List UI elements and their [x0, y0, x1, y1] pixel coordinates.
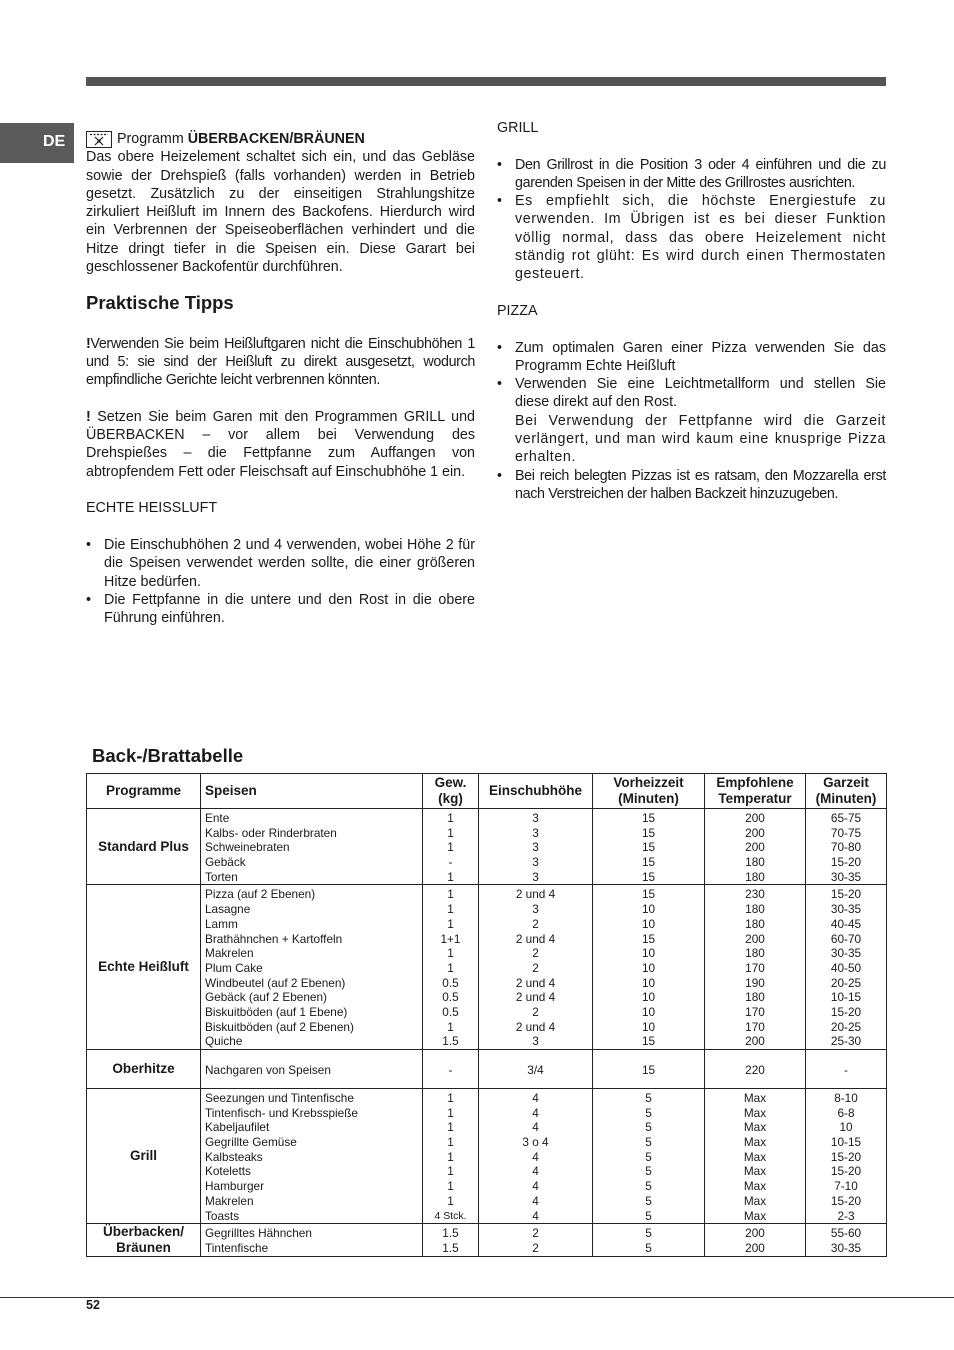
vorheiz-value: 5: [645, 1193, 652, 1208]
garzeit-value: 30-35: [830, 869, 862, 884]
temp-value: 170: [745, 960, 765, 975]
speisen-value: Koteletts: [205, 1164, 251, 1179]
speisen-value: Kalbs- oder Rinderbraten: [205, 825, 337, 840]
garzeit-value: 30-35: [830, 1240, 862, 1255]
warning-mark: !: [86, 335, 91, 352]
program-cell: Überbacken/ Bräunen: [87, 1224, 201, 1257]
list-item: • Es empfiehlt sich, die höchste Energiestufe zu verwenden. Im Übrigen ist es bei dieser Funktion völlig normal, dass das obere Heizelement nicht ständig rot glüht: Es wird durch einen Thermostaten gesteuert.: [497, 192, 886, 283]
gew-value: 1: [447, 840, 454, 855]
vorheiz-value: 10: [641, 975, 656, 990]
temp-value: 200: [745, 825, 765, 840]
table-row: [87, 885, 887, 1050]
vorheiz-value: 10: [641, 1019, 656, 1034]
speisen-value: Lamm: [205, 916, 238, 931]
vorheiz-value: 10: [641, 916, 656, 931]
echte-list: [86, 536, 475, 627]
einschub-value: 4: [532, 1105, 539, 1120]
table-header-row: [87, 774, 887, 809]
einschub-value: 2: [532, 960, 539, 975]
garzeit-value: 70-75: [830, 825, 862, 840]
vorheiz-value: 15: [641, 931, 656, 946]
garzeit-cell: [806, 885, 887, 1050]
gew-value: 1: [447, 1091, 454, 1105]
program-cell: Oberhitze: [87, 1050, 201, 1089]
temp-value: 200: [745, 1034, 765, 1049]
vorheiz-value: 5: [645, 1208, 652, 1223]
col-header-temp: Empfohlene Temperatur: [705, 774, 806, 809]
gew-value: 1+1: [440, 931, 461, 946]
speisen-value: Makrelen: [205, 946, 254, 961]
gew-value: 1: [447, 960, 454, 975]
warning-mark: !: [86, 408, 91, 425]
einschub-value: 2 und 4: [515, 975, 556, 990]
grill-fan-icon: [86, 131, 112, 148]
temp-value: Max: [743, 1105, 767, 1120]
temp-value: Max: [743, 1164, 767, 1179]
col-header-vorheiz: Vorheizzeit (Minuten): [593, 774, 705, 809]
tip-1: [86, 335, 475, 390]
speisen-value: Makrelen: [205, 1193, 254, 1208]
garzeit-value: 55-60: [830, 1226, 862, 1241]
speisen-value: Gebäck (auf 2 Ebenen): [205, 990, 327, 1005]
vorheiz-cell: [593, 885, 705, 1050]
vorheiz-cell: [593, 1224, 705, 1257]
list-item: • Zum optimalen Garen einer Pizza verwenden Sie das Programm Echte Heißluft: [497, 339, 886, 376]
vorheiz-cell: 15: [593, 1050, 705, 1089]
garzeit-cell: -: [806, 1050, 887, 1089]
temp-value: 190: [745, 975, 765, 990]
temp-value: 200: [745, 1226, 765, 1241]
temp-cell: [705, 809, 806, 885]
col-header-speisen: Speisen: [201, 774, 423, 809]
garzeit-value: 7-10: [834, 1179, 858, 1194]
temp-value: 200: [745, 1240, 765, 1255]
right-column: [497, 119, 886, 503]
table-row: [87, 1089, 887, 1224]
temp-value: Max: [743, 1120, 767, 1135]
gew-value: 1: [447, 1120, 454, 1135]
table-title: Back-/Brattabelle: [92, 745, 244, 766]
pizza-bullet-text: Verwenden Sie eine Leichtmetallform und stellen Sie diese direkt auf den Rost.: [515, 376, 886, 411]
col-header-garzeit: Garzeit (Minuten): [806, 774, 887, 809]
temp-value: 180: [745, 902, 765, 917]
speisen-value: Tintenfische: [205, 1240, 269, 1255]
vorheiz-value: 15: [641, 1034, 656, 1049]
speisen-value: Gegrillte Gemüse: [205, 1135, 297, 1150]
einschub-value: 3: [532, 869, 539, 884]
einschub-cell: [479, 1089, 593, 1224]
program-heading: [86, 130, 475, 148]
einschub-cell: 3/4: [479, 1050, 593, 1089]
vorheiz-value: 10: [641, 946, 656, 961]
einschub-value: 4: [532, 1149, 539, 1164]
temp-value: 180: [745, 990, 765, 1005]
gew-value: 0.5: [442, 975, 459, 990]
speisen-value: Biskuitböden (auf 2 Ebenen): [205, 1019, 354, 1034]
echte-heading: ECHTE HEISSLUFT: [86, 500, 218, 517]
table-row: [87, 1224, 887, 1257]
gew-value: 1: [447, 1164, 454, 1179]
garzeit-value: 15-20: [830, 855, 862, 870]
garzeit-value: 8-10: [834, 1091, 858, 1105]
temp-value: 170: [745, 1004, 765, 1019]
vorheiz-value: 5: [645, 1226, 652, 1241]
speisen-value: Pizza (auf 2 Ebenen): [205, 887, 316, 902]
temp-value: Max: [743, 1149, 767, 1164]
gew-value: 0.5: [442, 990, 459, 1005]
garzeit-value: 30-35: [830, 902, 862, 917]
temp-value: Max: [743, 1091, 767, 1105]
tips-heading: Praktische Tipps: [86, 292, 234, 314]
einschub-value: 3: [532, 825, 539, 840]
garzeit-value: 20-25: [830, 1019, 862, 1034]
einschub-value: 3: [532, 811, 539, 825]
gew-value: 1: [447, 916, 454, 931]
speisen-value: Hamburger: [205, 1179, 265, 1194]
temp-cell: 220: [705, 1050, 806, 1089]
vorheiz-value: 10: [641, 1004, 656, 1019]
vorheiz-value: 15: [641, 869, 656, 884]
vorheiz-value: 5: [645, 1135, 652, 1150]
einschub-cell: [479, 809, 593, 885]
program-cell: Echte Heißluft: [87, 885, 201, 1050]
temp-value: 180: [745, 855, 765, 870]
garzeit-value: 70-80: [830, 840, 862, 855]
vorheiz-value: 15: [641, 811, 656, 825]
grill-heading: GRILL: [497, 120, 539, 136]
col-header-programme: Programme: [87, 774, 201, 809]
temp-value: 180: [745, 916, 765, 931]
gew-cell: [423, 809, 479, 885]
temp-cell: [705, 1089, 806, 1224]
gew-value: 1.5: [442, 1240, 459, 1255]
vorheiz-cell: [593, 809, 705, 885]
gew-value: 1: [447, 1149, 454, 1164]
col-header-einschub: Einschubhöhe: [479, 774, 593, 809]
speisen-value: Gebäck: [205, 855, 246, 870]
speisen-cell: [201, 1224, 423, 1257]
vorheiz-value: 15: [641, 887, 656, 902]
einschub-value: 4: [532, 1091, 539, 1105]
einschub-value: 2: [532, 1226, 539, 1241]
speisen-cell: [201, 1089, 423, 1224]
pizza-heading: PIZZA: [497, 302, 538, 319]
speisen-value: Toasts: [205, 1208, 240, 1223]
garzeit-cell: [806, 1224, 887, 1257]
garzeit-value: 15-20: [830, 1193, 862, 1208]
gew-value: 1.5: [442, 1226, 459, 1241]
vorheiz-value: 5: [645, 1120, 652, 1135]
gew-value: 1: [447, 811, 454, 825]
vorheiz-cell: [593, 1089, 705, 1224]
einschub-value: 2: [532, 1240, 539, 1255]
garzeit-value: 30-35: [830, 946, 862, 961]
tip-2-text: Setzen Sie beim Garen mit den Programmen GRILL und ÜBERBACKEN – vor allem bei Verwendung des Drehspießes – die Fettpfanne zum Auffangen von abtropfendem Fett oder Fleischsaft auf Einschubhöhe 1 ein.: [86, 408, 479, 480]
temp-cell: [705, 1224, 806, 1257]
temp-cell: [705, 885, 806, 1050]
einschub-value: 3: [532, 902, 539, 917]
vorheiz-value: 15: [641, 825, 656, 840]
temp-value: 200: [745, 811, 765, 825]
gew-value: 1: [447, 902, 454, 917]
vorheiz-value: 5: [645, 1149, 652, 1164]
gew-cell: [423, 885, 479, 1050]
language-tab: DE: [0, 123, 74, 163]
temp-value: 170: [745, 1019, 765, 1034]
einschub-value: 4: [532, 1164, 539, 1179]
list-item: • Die Einschubhöhen 2 und 4 verwenden, wobei Höhe 2 für die Speisen verwendet werden sollte, die einer größeren Hitze bedürfen.: [86, 536, 475, 591]
gew-value: 1.5: [442, 1034, 459, 1049]
einschub-value: 3: [532, 855, 539, 870]
vorheiz-value: 10: [641, 902, 656, 917]
garzeit-value: 15-20: [830, 1149, 862, 1164]
vorheiz-value: 5: [645, 1179, 652, 1194]
einschub-cell: [479, 1224, 593, 1257]
einschub-value: 4: [532, 1179, 539, 1194]
vorheiz-value: 15: [641, 840, 656, 855]
einschub-value: 2 und 4: [515, 990, 556, 1005]
einschub-value: 3 o 4: [522, 1135, 549, 1150]
gew-value: 1: [447, 946, 454, 961]
table-row: [87, 809, 887, 885]
speisen-value: Lasagne: [205, 902, 251, 917]
temp-value: Max: [743, 1179, 767, 1194]
pizza-note: Bei Verwendung der Fettpfanne wird die Garzeit verlängert, und man wird kaum eine knusprige Pizza erhalten.: [515, 412, 886, 466]
vorheiz-value: 5: [645, 1164, 652, 1179]
vorheiz-value: 5: [645, 1091, 652, 1105]
footer-rule: [0, 1297, 954, 1298]
tip-1-text: Verwenden Sie beim Heißluftgaren nicht die Einschubhöhen 1 und 5: sie sind der Heißluft zu direkt ausgesetzt, wodurch empfindliche Gerichte leicht verbrennen könnten.: [86, 335, 475, 389]
temp-value: Max: [743, 1193, 767, 1208]
speisen-value: Gegrilltes Hähnchen: [205, 1226, 312, 1241]
program-name: ÜBERBACKEN/BRÄUNEN: [187, 131, 365, 147]
einschub-value: 2: [532, 1004, 539, 1019]
garzeit-value: 15-20: [830, 1164, 862, 1179]
einschub-value: 2 und 4: [515, 887, 556, 902]
garzeit-cell: [806, 1089, 887, 1224]
speisen-value: Quiche: [205, 1034, 243, 1049]
top-rule: [86, 77, 886, 86]
page-number: 52: [86, 1298, 100, 1312]
col-header-gew: Gew. (kg): [423, 774, 479, 809]
gew-value: 1: [447, 825, 454, 840]
gew-value: 4 Stck.: [434, 1209, 467, 1222]
vorheiz-value: 5: [645, 1240, 652, 1255]
einschub-value: 2 und 4: [515, 1019, 556, 1034]
einschub-value: 2 und 4: [515, 931, 556, 946]
gew-value: 1: [447, 1019, 454, 1034]
garzeit-value: 65-75: [830, 811, 862, 825]
einschub-value: 3: [532, 840, 539, 855]
gew-value: 1: [447, 887, 454, 902]
temp-value: 180: [745, 946, 765, 961]
speisen-cell: Nachgaren von Speisen: [201, 1050, 423, 1089]
program-description: Das obere Heizelement schaltet sich ein, und das Gebläse sowie der Drehspieß (falls vorhanden) werden in Betrieb gesetzt. Zusätzlich zu der einseitigen Strahlungshitze zirkuliert Heißluft im Innern des Backofens. Hierdurch wird ein Verbrennen der Speiseoberflächen verhindert und die Hitze dringt tiefer in die Speisen ein. Diese Garart bei geschlossener Backofentür durchführen.: [86, 149, 475, 276]
vorheiz-value: 15: [641, 855, 656, 870]
garzeit-value: 25-30: [830, 1034, 862, 1049]
speisen-value: Windbeutel (auf 2 Ebenen): [205, 975, 346, 990]
speisen-value: Plum Cake: [205, 960, 263, 975]
garzeit-value: 40-50: [830, 960, 862, 975]
gew-cell: -: [423, 1050, 479, 1089]
speisen-value: Biskuitböden (auf 1 Ebene): [205, 1004, 348, 1019]
speisen-value: Tintenfisch- und Krebsspieße: [205, 1105, 358, 1120]
garzeit-value: 6-8: [837, 1105, 855, 1120]
gew-value: 1: [447, 1135, 454, 1150]
temp-value: 200: [745, 840, 765, 855]
list-item: [497, 375, 886, 466]
tip-2: [86, 408, 479, 481]
gew-value: 1: [447, 1105, 454, 1120]
temp-value: 180: [745, 869, 765, 884]
einschub-value: 2: [532, 946, 539, 961]
program-cell: Grill: [87, 1089, 201, 1224]
garzeit-value: 2-3: [837, 1208, 855, 1223]
list-item: • Bei reich belegten Pizzas ist es ratsam, den Mozzarella erst nach Verstreichen der halben Backzeit hinzuzugeben.: [497, 467, 886, 504]
gew-cell: [423, 1224, 479, 1257]
grill-list: [497, 156, 886, 284]
list-item: • Den Grillrost in die Position 3 oder 4 einführen und die zu garenden Speisen in der Mitte des Grillrostes ausrichten.: [497, 156, 886, 193]
gew-value: 0.5: [442, 1004, 459, 1019]
vorheiz-value: 5: [645, 1105, 652, 1120]
gew-value: -: [448, 855, 453, 870]
gew-value: 1: [447, 1179, 454, 1194]
einschub-value: 2: [532, 916, 539, 931]
speisen-value: Kalbsteaks: [205, 1149, 263, 1164]
speisen-value: Torten: [205, 869, 238, 884]
program-cell: Standard Plus: [87, 809, 201, 885]
einschub-cell: [479, 885, 593, 1050]
speisen-value: Brathähnchen + Kartoffeln: [205, 931, 343, 946]
garzeit-value: 40-45: [830, 916, 862, 931]
garzeit-value: 10-15: [830, 990, 862, 1005]
einschub-value: 4: [532, 1208, 539, 1223]
speisen-value: Kabeljaufilet: [205, 1120, 270, 1135]
program-prefix: Programm: [117, 131, 188, 147]
temp-value: Max: [743, 1208, 767, 1223]
gew-value: 1: [447, 869, 454, 884]
gew-cell: [423, 1089, 479, 1224]
einschub-value: 3: [532, 1034, 539, 1049]
vorheiz-value: 10: [641, 990, 656, 1005]
garzeit-cell: [806, 809, 887, 885]
pizza-list: [497, 339, 886, 504]
left-column: [86, 130, 479, 627]
garzeit-value: 15-20: [830, 887, 862, 902]
speisen-cell: [201, 809, 423, 885]
garzeit-value: 10: [839, 1120, 853, 1135]
garzeit-value: 10-15: [830, 1135, 862, 1150]
temp-value: 200: [745, 931, 765, 946]
garzeit-value: 15-20: [830, 1004, 862, 1019]
speisen-value: Seezungen und Tintenfische: [205, 1091, 354, 1105]
einschub-value: 4: [532, 1120, 539, 1135]
einschub-value: 4: [532, 1193, 539, 1208]
baking-table: [86, 773, 887, 1257]
speisen-value: Ente: [205, 811, 230, 825]
vorheiz-value: 10: [641, 960, 656, 975]
speisen-cell: [201, 885, 423, 1050]
temp-value: Max: [743, 1135, 767, 1150]
list-item: • Die Fettpfanne in die untere und den Rost in die obere Führung einführen.: [86, 591, 475, 628]
garzeit-value: 20-25: [830, 975, 862, 990]
table-row: [87, 1050, 887, 1089]
temp-value: 230: [745, 887, 765, 902]
garzeit-value: 60-70: [830, 931, 862, 946]
speisen-value: Schweinebraten: [205, 840, 290, 855]
gew-value: 1: [447, 1193, 454, 1208]
